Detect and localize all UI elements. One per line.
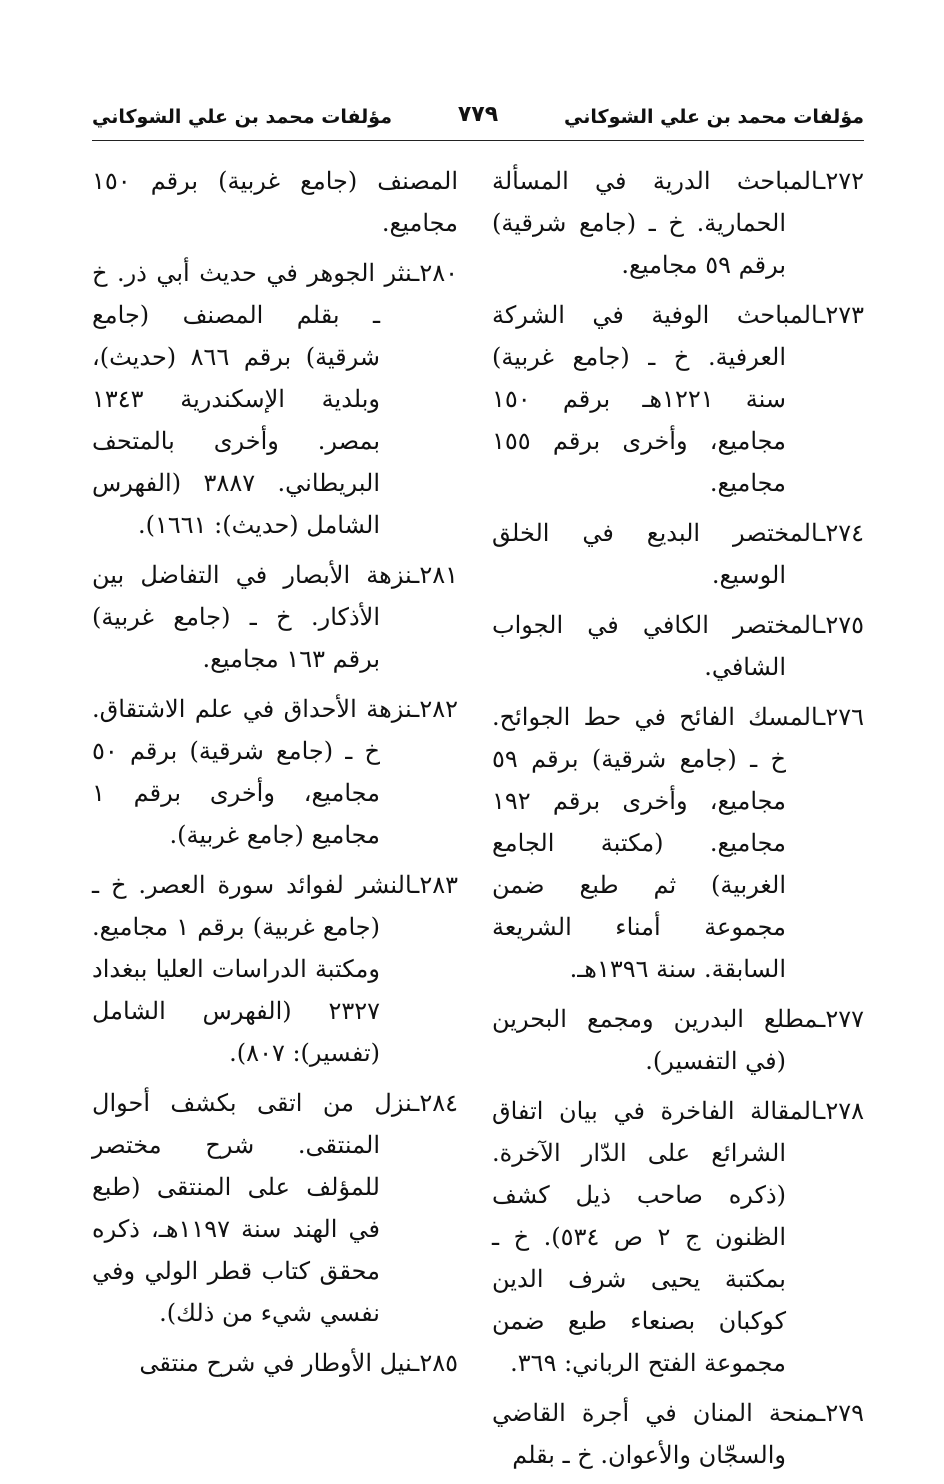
entry-text: نيل الأوطار في شرح منتقى [139, 1349, 413, 1377]
entry-text: منحة المنان في أجرة القاضي والسجّان والأعوان. خ ـ بقلم [492, 1399, 819, 1469]
entry-274: ٢٧٤ـالمختصر البديع في الخلق الوسيع. [492, 519, 864, 589]
entry-number: ٢٨١ [419, 561, 458, 589]
entry-text: المباحث الوفية في الشركة العرفية. خ ـ (جامع غربية) سنة ١٢٢١هـ برقم ١٥٠ مجاميع، وأخرى برقم ١٥٥ مجاميع. [492, 301, 819, 497]
entry-number: ٢٧٨ [825, 1097, 864, 1125]
entry-number: ٢٧٩ [825, 1399, 864, 1427]
entry-text: المختصر البديع في الخلق الوسيع. [492, 519, 819, 589]
entry-281: ٢٨١ـنزهة الأبصار في التفاضل بين الأذكار. خ ـ (جامع غربية) برقم ١٦٣ مجاميع. [92, 561, 458, 673]
running-head [92, 96, 864, 140]
entry-285: ٢٨٥ـنيل الأوطار في شرح منتقى [139, 1349, 458, 1377]
entry-text: مطلع البدرين ومجمع البحرين (في التفسير). [492, 1005, 819, 1075]
entry-275: ٢٧٥ـالمختصر الكافي في الجواب الشافي. [492, 611, 864, 681]
entry-number: ٢٧٢ [825, 167, 864, 195]
entry-text: النشر لفوائد سورة العصر. خ ـ (جامع غربية) برقم ١ مجاميع. ومكتبة الدراسات العليا ببغداد ٢٣٢٧ (الفهرس الشامل (تفسير): ٨٠٧). [92, 871, 413, 1067]
entry-number: ٢٧٦ [825, 703, 864, 731]
running-title-right: مؤلفات محمد بن علي الشوكاني [564, 106, 864, 128]
entry-283: ٢٨٣ـالنشر لفوائد سورة العصر. خ ـ (جامع غربية) برقم ١ مجاميع. ومكتبة الدراسات العليا ببغداد ٢٣٢٧ (الفهرس الشامل (تفسير): ٨٠٧). [92, 871, 458, 1067]
entry-280: ٢٨٠ـنثر الجوهر في حديث أبي ذر. خ ـ بقلم المصنف (جامع شرقية) برقم ٨٦٦ (حديث)، وبلدية الإسكندرية ١٣٤٣ بمصر. وأخرى بالمتحف البريطاني. ٣٨٨٧ (الفهرس الشامل (حديث): ١٦٦١). [92, 259, 458, 539]
entry-277: ٢٧٧ـمطلع البدرين ومجمع البحرين (في التفسير). [492, 1005, 864, 1075]
entry-284: ٢٨٤ـنزل من اتقى بكشف أحوال المنتقى. شرح مختصر للمؤلف على المنتقى (طبع في الهند سنة ١١٩٧هـ، ذكره محقق كتاب قطر الولي وفي نفسي شيء من ذلك). [92, 1089, 458, 1327]
running-title-left: مؤلفات محمد بن علي الشوكاني [92, 106, 392, 128]
entry-number: ٢٧٣ [825, 301, 864, 329]
entry-number: ٢٨٣ [419, 871, 458, 899]
entry-number: ٢٧٧ [825, 1005, 864, 1033]
entry-272: ٢٧٢ـالمباحث الدرية في المسألة الحمارية. خ ـ (جامع شرقية) برقم ٥٩ مجاميع. [492, 167, 864, 279]
entry-number: ٢٧٤ [825, 519, 864, 547]
entry-text: نزهة الأبصار في التفاضل بين الأذكار. خ ـ (جامع غربية) برقم ١٦٣ مجاميع. [92, 561, 413, 673]
entry-text: نزهة الأحداق في علم الاشتقاق. خ ـ (جامع شرقية) برقم ٥٠ مجاميع، وأخرى برقم ١ مجاميع (جامع غربية). [92, 695, 413, 849]
entry-number: ٢٨٤ [419, 1089, 458, 1117]
entry-text: المقالة الفاخرة في بيان اتفاق الشرائع على الدّار الآخرة. (ذكره صاحب ذيل كشف الظنون ج ٢ ص ٥٣٤). خ ـ بمكتبة يحيى شرف الدين كوكبان بصنعاء طبع ضمن مجموعة الفتح الرباني: ٣٦٩. [492, 1097, 819, 1377]
entry-number: ٢٨٢ [419, 695, 458, 723]
entry-282: ٢٨٢ـنزهة الأحداق في علم الاشتقاق. خ ـ (جامع شرقية) برقم ٥٠ مجاميع، وأخرى برقم ١ مجاميع (جامع غربية). [92, 695, 458, 849]
entry-continuation: المصنف (جامع غربية) برقم ١٥٠ مجاميع. [92, 167, 458, 237]
entry-279: ٢٧٩ـمنحة المنان في أجرة القاضي والسجّان والأعوان. خ ـ بقلم [492, 1399, 864, 1469]
entry-273: ٢٧٣ـالمباحث الوفية في الشركة العرفية. خ ـ (جامع غربية) سنة ١٢٢١هـ برقم ١٥٠ مجاميع، وأخرى برقم ١٥٥ مجاميع. [492, 301, 864, 497]
entry-number: ٢٨٠ [419, 259, 458, 287]
left-column [92, 160, 458, 1392]
entry-text: المباحث الدرية في المسألة الحمارية. خ ـ (جامع شرقية) برقم ٥٩ مجاميع. [492, 167, 819, 279]
page-number: ٧٧٩ [457, 102, 499, 127]
entry-text: نزل من اتقى بكشف أحوال المنتقى. شرح مختصر للمؤلف على المنتقى (طبع في الهند سنة ١١٩٧هـ، ذكره محقق كتاب قطر الولي وفي نفسي شيء من ذلك). [92, 1089, 413, 1327]
header-rule [92, 140, 864, 141]
entry-text: نثر الجوهر في حديث أبي ذر. خ ـ بقلم المصنف (جامع شرقية) برقم ٨٦٦ (حديث)، وبلدية الإسكندرية ١٣٤٣ بمصر. وأخرى بالمتحف البريطاني. ٣٨٨٧ (الفهرس الشامل (حديث): ١٦٦١). [92, 259, 413, 539]
entry-text: المختصر الكافي في الجواب الشافي. [492, 611, 819, 681]
entry-text: المسك الفائح في حط الجوائح. خ ـ (جامع شرقية) برقم ٥٩ مجاميع، وأخرى برقم ١٩٢ مجاميع. (مكتبة الجامع الغربية) ثم طبع ضمن مجموعة أمناء الشريعة السابقة. سنة ١٣٩٦هـ. [492, 703, 819, 983]
entry-number: ٢٧٥ [825, 611, 864, 639]
entry-278: ٢٧٨ـالمقالة الفاخرة في بيان اتفاق الشرائع على الدّار الآخرة. (ذكره صاحب ذيل كشف الظنون ج ٢ ص ٥٣٤). خ ـ بمكتبة يحيى شرف الدين كوكبان بصنعاء طبع ضمن مجموعة الفتح الرباني: ٣٦٩. [492, 1097, 864, 1377]
right-column [492, 160, 864, 1484]
entry-276: ٢٧٦ـالمسك الفائح في حط الجوائح. خ ـ (جامع شرقية) برقم ٥٩ مجاميع، وأخرى برقم ١٩٢ مجاميع. (مكتبة الجامع الغربية) ثم طبع ضمن مجموعة أمناء الشريعة السابقة. سنة ١٣٩٦هـ. [492, 703, 864, 983]
entry-number: ٢٨٥ [419, 1349, 458, 1377]
